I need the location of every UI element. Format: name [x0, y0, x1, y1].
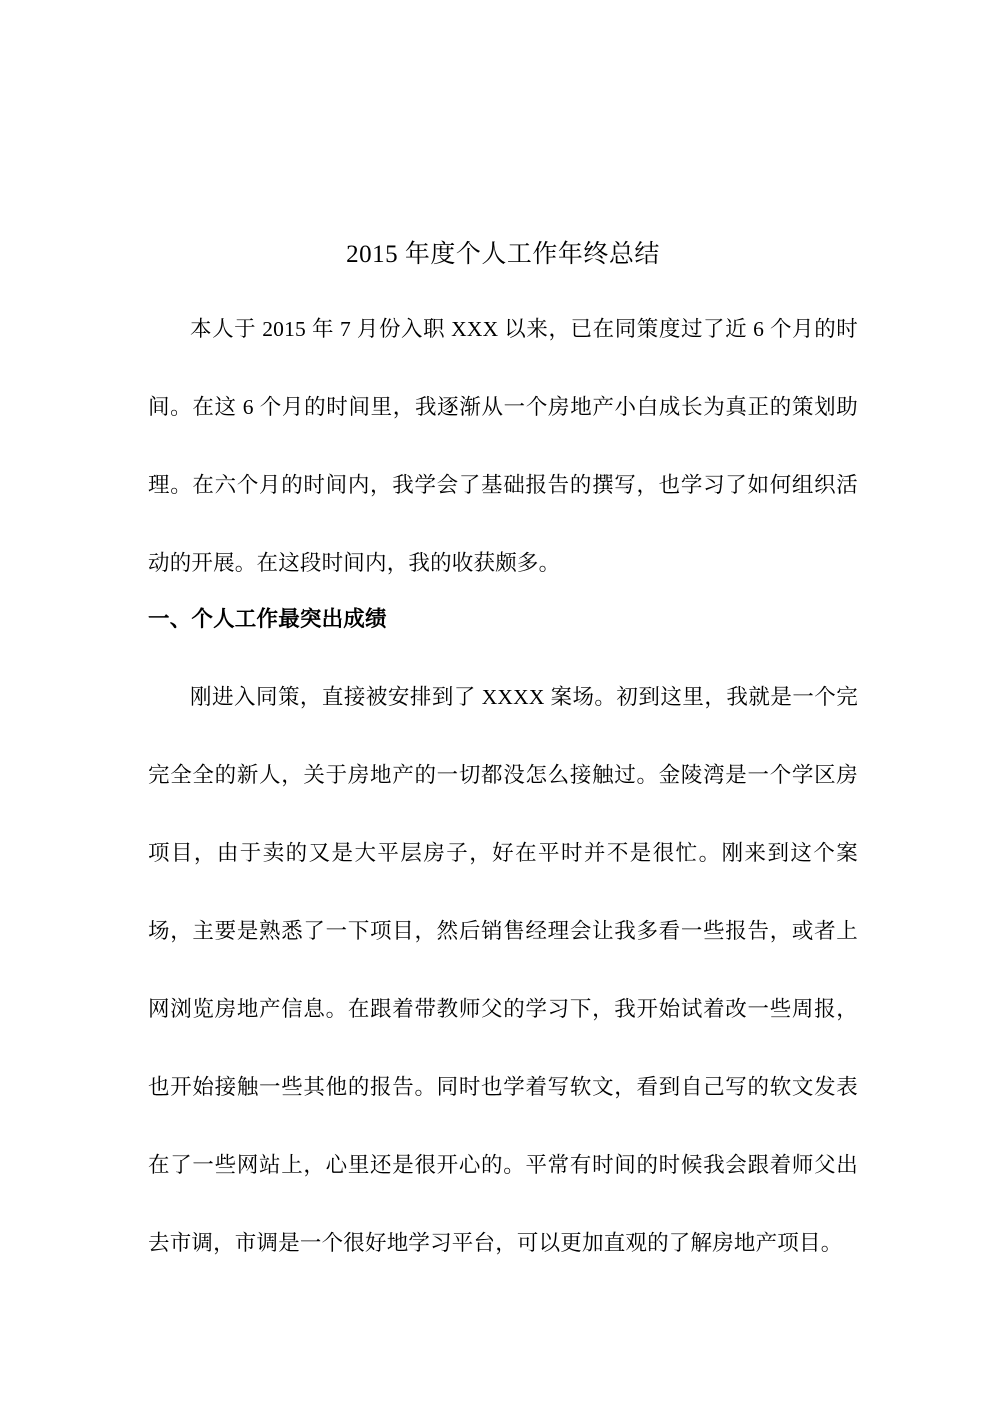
paragraph-section-1-body: 刚进入同策，直接被安排到了 XXXX 案场。初到这里，我就是一个完完全全的新人，关于房地产的一切都没怎么接触过。金陵湾是一个学区房项目，由于卖的又是大平层房子，好在平时并不是很忙。刚来到这个案场，主要是熟悉了一下项目，然后销售经理会让我多看一些报告，或者上网浏览房地产信息。在跟着带教师父的学习下，我开始试着改一些周报，也开始接触一些其他的报告。同时也学着写软文，看到自己写的软文发表在了一些网站上，心里还是很开心的。平常有时间的时候我会跟着师父出去市调，市调是一个很好地学习平台，可以更加直观的了解房地产项目。	[148, 685, 858, 1255]
section-heading-1: 一、个人工作最突出成绩	[148, 607, 387, 631]
document-title: 2015 年度个人工作年终总结	[346, 241, 660, 268]
paragraph-intro: 本人于 2015 年 7 月份入职 XXX 以来，已在同策度过了近 6 个月的时间。在这 6 个月的时间里，我逐渐从一个房地产小白成长为真正的策划助理。在六个月的时间内，我学会了基础报告的撰写，也学习了如何组织活动的开展。在这段时间内，我的收获颇多。	[148, 317, 858, 575]
